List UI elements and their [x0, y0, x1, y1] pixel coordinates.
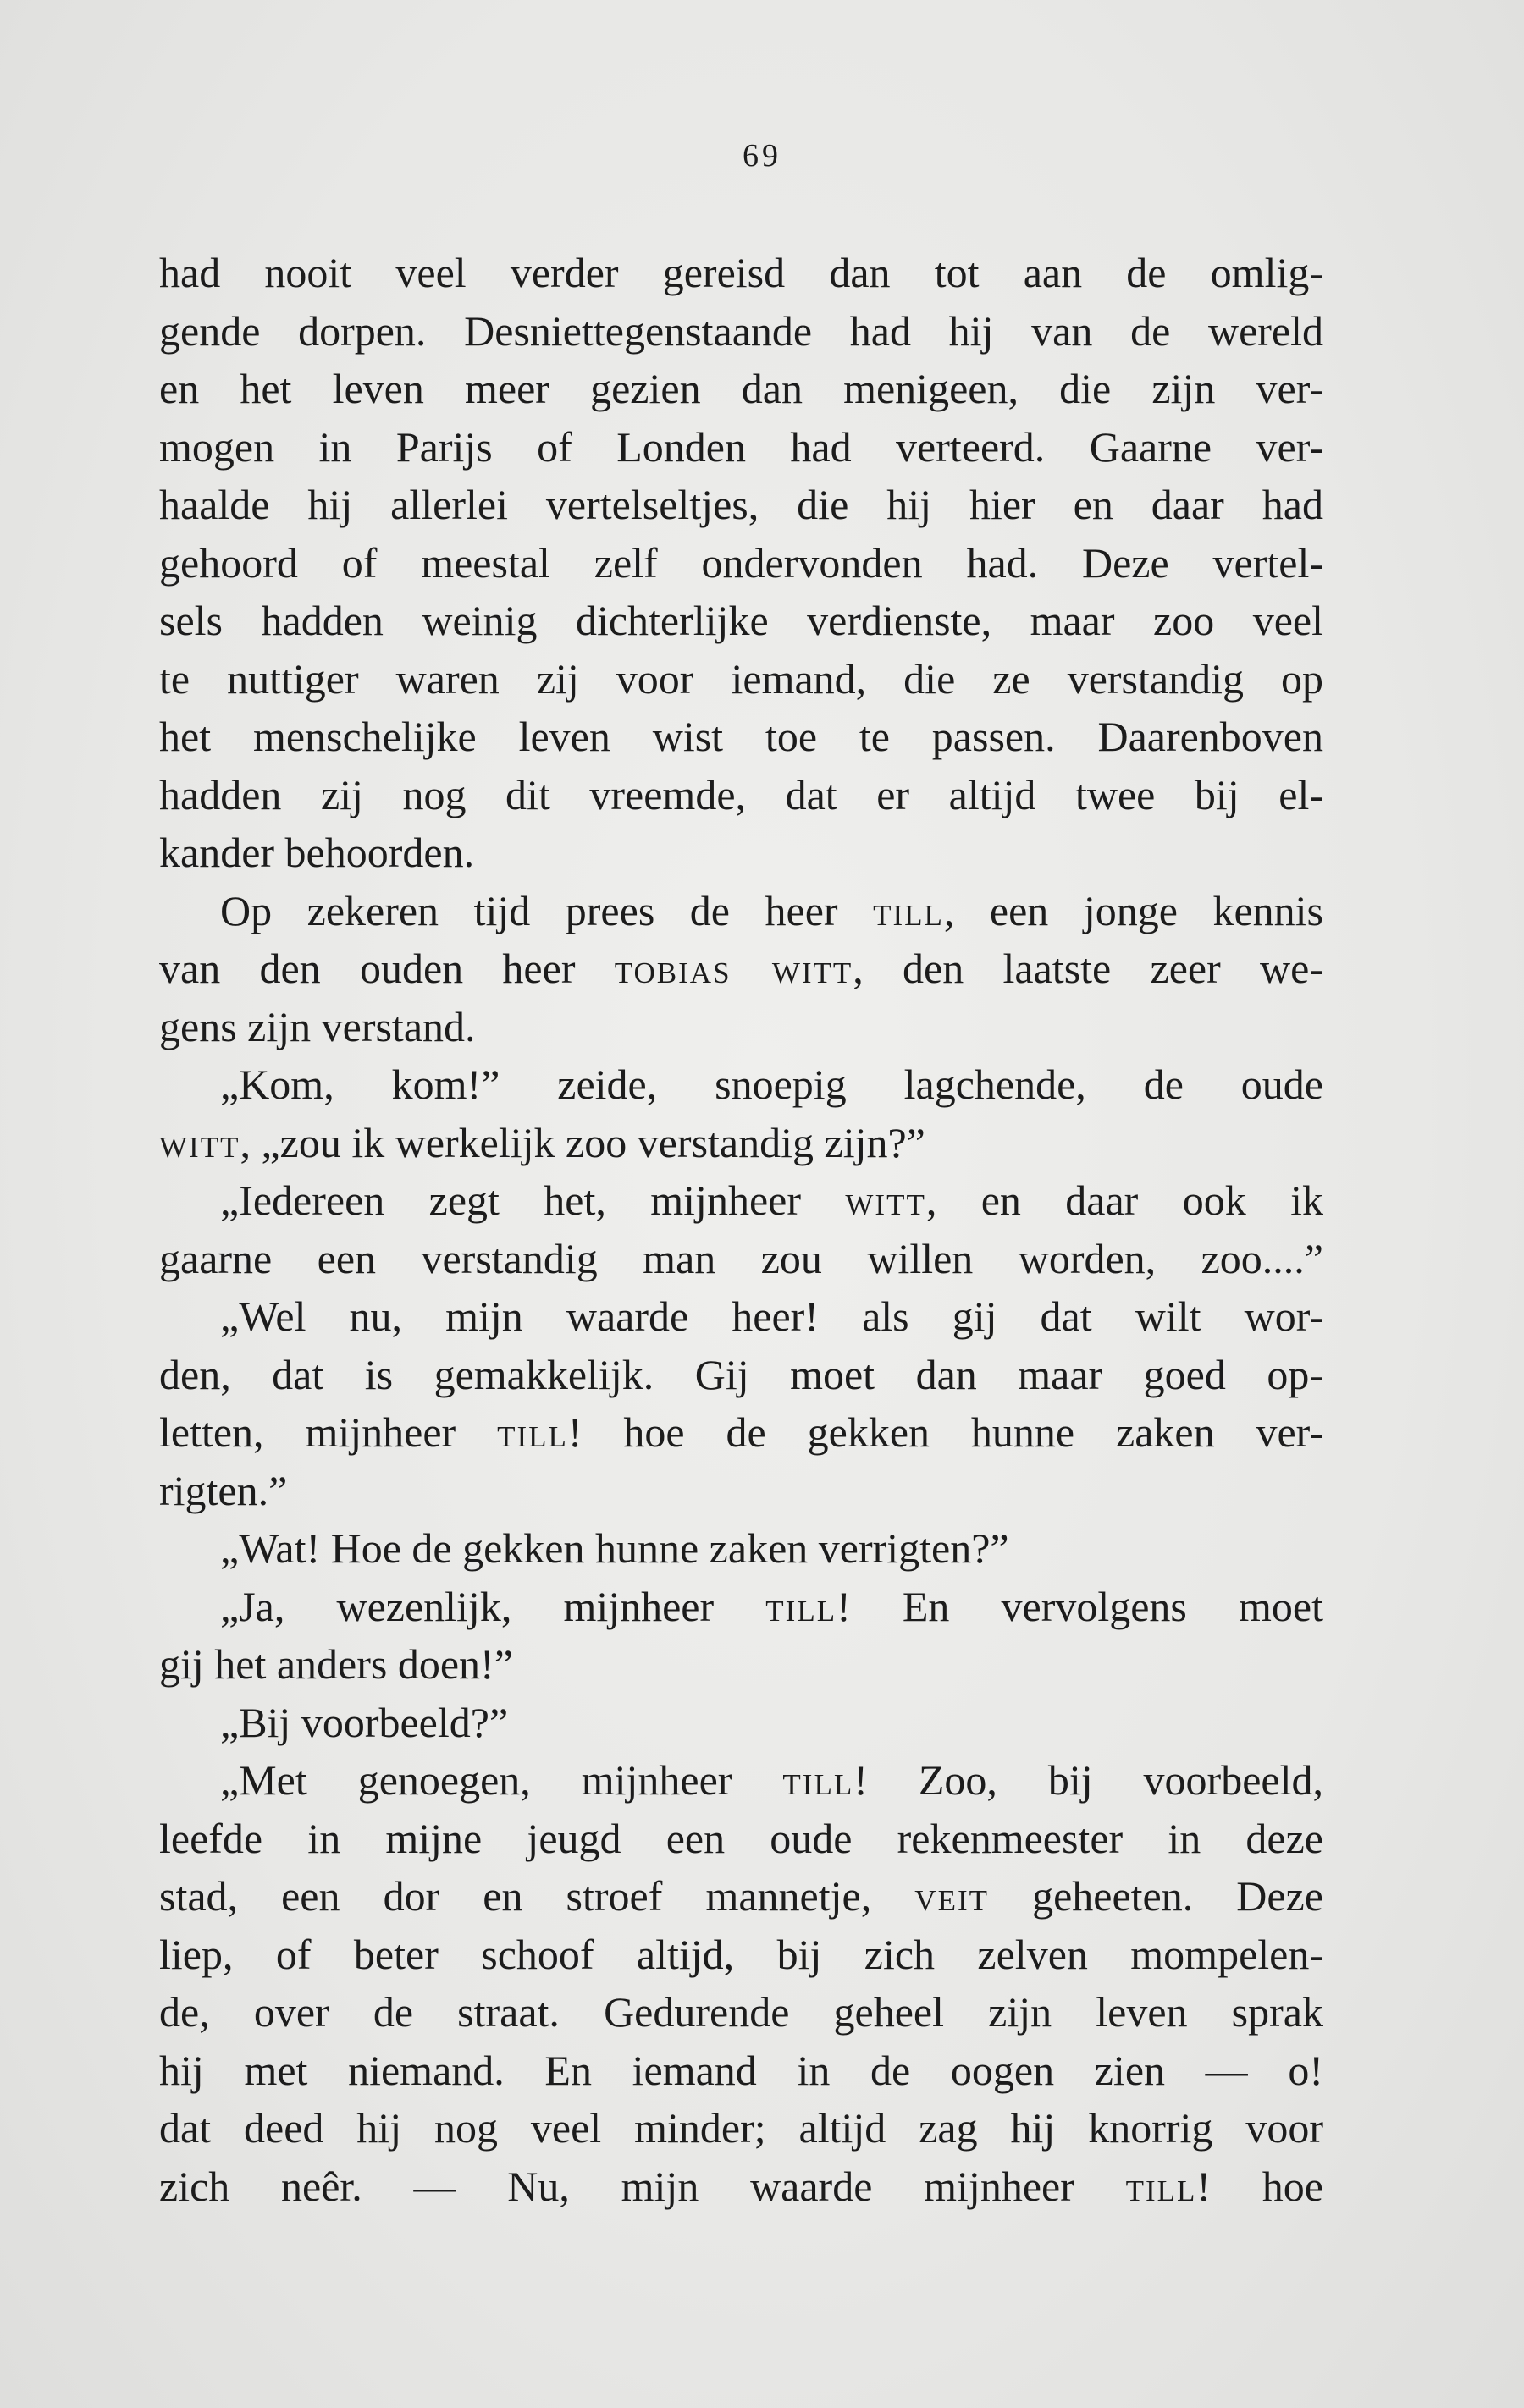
text-segment: van den ouden heer [159, 945, 615, 992]
text-line [159, 1346, 1323, 1404]
text-segment: „Wel nu, mijn waarde heer! als gij dat wilt wor- [220, 1292, 1323, 1340]
text-segment: „Met genoegen, mijnheer [220, 1756, 783, 1804]
body-text [159, 244, 1323, 2215]
text-line [159, 1751, 1323, 1810]
text-segment: hadden zij nog dit vreemde, dat er altijd twee bij el- [159, 770, 1323, 818]
text-line [159, 1983, 1323, 2042]
text-line [159, 1519, 1323, 1578]
name-small-caps: till [873, 886, 944, 934]
text-segment: ! hoe de gekken hunne zaken ver- [567, 1408, 1323, 1456]
text-segment: „Kom, kom!” zeide, snoepig lagchende, de oude [220, 1061, 1323, 1108]
text-segment: den, dat is gemakkelijk. Gij moet dan maar goed op- [159, 1350, 1323, 1398]
text-line [159, 2099, 1323, 2157]
text-line [159, 1926, 1323, 1984]
text-line [159, 2042, 1323, 2100]
text-segment: de, over de straat. Gedurende geheel zijn leven sprak [159, 1988, 1323, 2036]
text-segment: gaarne een verstandig man zou willen worden, zoo....” [159, 1234, 1323, 1282]
text-line [159, 1055, 1323, 1114]
text-segment: gehoord of meestal zelf ondervonden had. Deze vertel- [159, 538, 1323, 587]
text-segment: haalde hij allerlei vertelseltjes, die hij hier en daar had [159, 481, 1323, 528]
text-segment: , een jonge kennis [943, 886, 1323, 934]
text-segment: letten, mijnheer [159, 1408, 498, 1456]
text-line [159, 1810, 1323, 1868]
text-segment: Op zekeren tijd prees de heer [220, 886, 874, 934]
text-line [159, 708, 1323, 766]
text-line [159, 244, 1323, 302]
text-segment: stad, een dor en stroef mannetje, [159, 1872, 915, 1920]
text-segment: kander behoorden. [159, 829, 475, 876]
text-segment: gij het anders doen!” [159, 1640, 513, 1688]
text-line [159, 940, 1323, 998]
text-line [159, 1635, 1323, 1694]
text-segment: geheeten. Deze [989, 1872, 1323, 1920]
text-line [159, 1287, 1323, 1346]
text-line [159, 1114, 1323, 1172]
text-line [159, 998, 1323, 1056]
text-line [159, 882, 1323, 940]
name-small-caps: veit [914, 1872, 989, 1920]
text-segment: zich neêr. — Nu, mijn waarde mijnheer [159, 2162, 1126, 2210]
text-segment: „Wat! Hoe de gekken hunne zaken verrigten?” [220, 1524, 1009, 1572]
text-segment: te nuttiger waren zij voor iemand, die ze verstandig op [159, 654, 1323, 703]
text-line [159, 1867, 1323, 1926]
name-small-caps: tobias witt [614, 945, 853, 992]
text-line [159, 360, 1323, 418]
text-segment: , „zou ik werkelijk zoo verstandig zijn?” [240, 1118, 925, 1166]
text-segment: dat deed hij nog veel minder; altijd zag hij knorrig voor [159, 2104, 1323, 2152]
text-line [159, 418, 1323, 477]
text-line [159, 1462, 1323, 1520]
text-segment: , en daar ook ik [925, 1176, 1323, 1224]
text-segment: leefde in mijne jeugd een oude rekenmeester in deze [159, 1814, 1323, 1862]
text-line [159, 592, 1323, 650]
text-segment: liep, of beter schoof altijd, bij zich zelven mompelen- [159, 1930, 1323, 1978]
text-segment: gens zijn verstand. [159, 1002, 476, 1050]
text-line [159, 1171, 1323, 1230]
text-line [159, 1578, 1323, 1636]
text-segment: het menschelijke leven wist toe te passen. Daarenboven [159, 713, 1323, 760]
text-line [159, 766, 1323, 824]
text-segment: mogen in Parijs of Londen had verteerd. Gaarne ver- [159, 422, 1323, 471]
text-segment: sels hadden weinig dichterlijke verdienste, maar zoo veel [159, 597, 1323, 644]
name-small-caps: witt [159, 1118, 240, 1166]
text-segment: „Ja, wezenlijk, mijnheer [220, 1582, 766, 1630]
text-segment: gende dorpen. Desniettegenstaande had hij van de wereld [159, 306, 1323, 355]
text-line [159, 824, 1323, 882]
name-small-caps: till [1125, 2162, 1197, 2210]
text-line [159, 650, 1323, 708]
name-small-caps: witt [845, 1176, 926, 1224]
text-line [159, 1230, 1323, 1288]
text-segment: rigten.” [159, 1466, 288, 1514]
text-line [159, 476, 1323, 534]
text-segment: ! hoe [1196, 2162, 1323, 2210]
text-segment: en het leven meer gezien dan menigeen, die zijn ver- [159, 365, 1323, 412]
name-small-caps: till [765, 1582, 837, 1630]
name-small-caps: till [497, 1408, 568, 1456]
text-segment: had nooit veel verder gereisd dan tot aan de omlig- [159, 249, 1323, 296]
text-segment: „Bij voorbeeld?” [220, 1698, 509, 1746]
text-line [159, 1694, 1323, 1752]
page-number: 69 [743, 138, 781, 174]
text-segment: , den laatste zeer we- [853, 945, 1323, 992]
text-segment: ! Zoo, bij voorbeeld, [853, 1756, 1323, 1804]
text-segment: hij met niemand. En iemand in de oogen zien — o! [159, 2046, 1323, 2094]
text-line [159, 2157, 1323, 2216]
text-line [159, 534, 1323, 592]
text-segment: ! En vervolgens moet [837, 1582, 1323, 1630]
text-segment: „Iedereen zegt het, mijnheer [220, 1176, 846, 1224]
name-small-caps: till [782, 1756, 854, 1804]
text-line [159, 1403, 1323, 1462]
text-line [159, 302, 1323, 361]
